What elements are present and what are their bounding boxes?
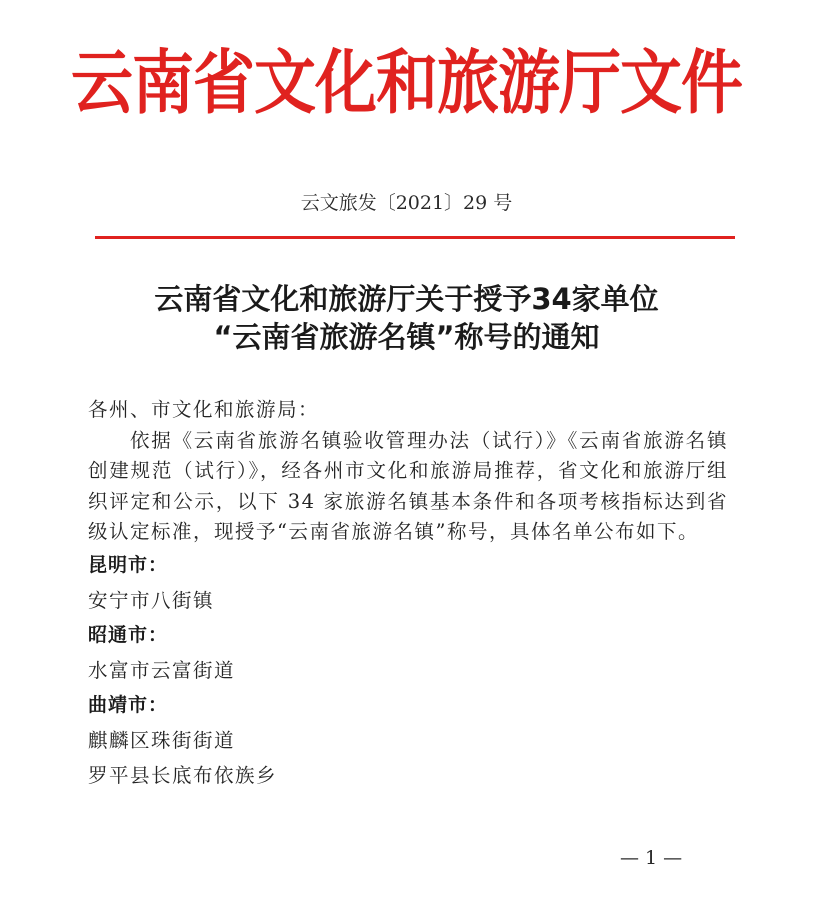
notice-title-line-1: 云南省文化和旅游厅关于授予34家单位 xyxy=(154,282,659,316)
town-item: 水富市云富街道 xyxy=(88,658,236,682)
city-heading: 昆明市： xyxy=(88,553,169,576)
page-number: — 1 — xyxy=(620,847,683,869)
document-header-title: 云南省文化和旅游厅文件 xyxy=(70,41,742,124)
notice-title-line-2: “云南省旅游名镇”称号的通知 xyxy=(213,320,600,354)
town-item: 安宁市八街镇 xyxy=(88,588,215,612)
document-body xyxy=(88,395,728,793)
city-heading: 昭通市： xyxy=(88,623,169,646)
body-paragraph: 依据《云南省旅游名镇验收管理办法（试行）》《云南省旅游名镇创建规范（试行）》，经各州市文化和旅游局推荐，省文化和旅游厅组织评定和公示，以下 34 家旅游名镇基本条件和各项考核指标达到省级认定标准，现授予“云南省旅游名镇”称号，具体名单公布如下。 xyxy=(88,428,728,543)
city-list xyxy=(88,548,728,793)
town-item: 罗平县长底布依族乡 xyxy=(88,763,278,787)
town-item: 麒麟区珠街街道 xyxy=(88,728,236,752)
city-heading: 曲靖市： xyxy=(88,693,169,716)
salutation: 各州、市文化和旅游局： xyxy=(88,398,320,421)
red-divider-line xyxy=(95,236,735,239)
document-number: 云文旅发〔2021〕29 号 xyxy=(300,192,513,214)
